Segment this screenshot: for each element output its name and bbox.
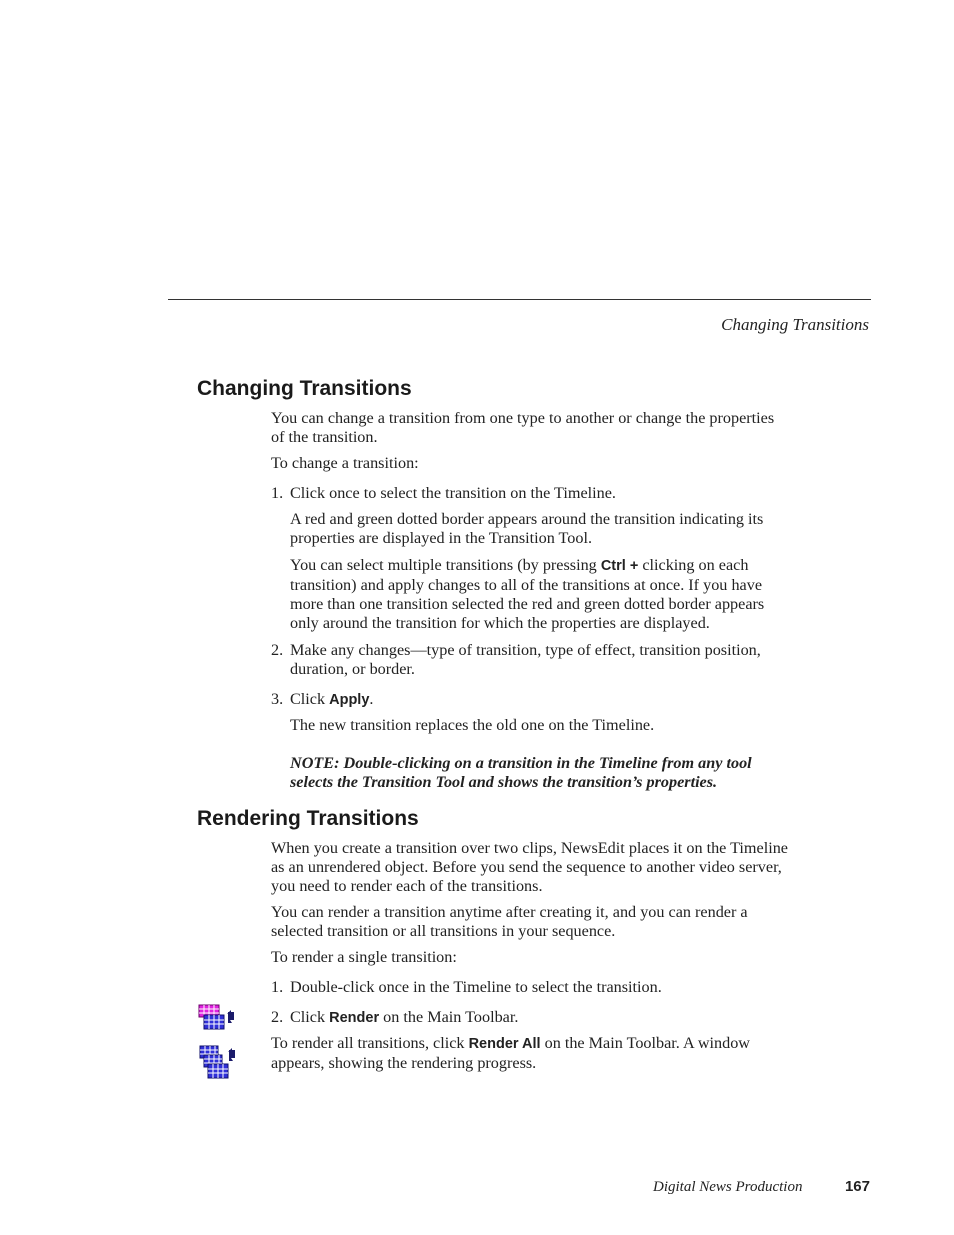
text-line: properties are displayed in the Transition Tool. [290,529,593,547]
render-all-icon [198,1044,238,1080]
page-number: 167 [844,1178,870,1195]
render-label: Render [329,1010,380,1026]
section-title-rendering: Rendering Transitions [197,807,419,830]
step-text: Double-click once in the Timeline to select the transition. [290,978,662,996]
running-head: Changing Transitions [721,315,869,334]
apply-label: Apply [329,692,370,708]
text-line: selected transition or all transitions in your sequence. [271,922,616,940]
changing-step-3 [271,690,811,710]
text-run: Click [290,1008,330,1026]
text-run: To render all transitions, click [271,1034,469,1052]
text-line: appears, showing the rendering progress. [271,1054,537,1072]
text-run: . [369,690,374,708]
text-line: You can change a transition from one type to another or change the properties [271,409,775,427]
key-ctrl: Ctrl + [600,558,639,574]
text-line: only around the transition for which the properties are displayed. [290,614,710,632]
changing-lead: To change a transition: [271,454,419,472]
changing-step-3-result: The new transition replaces the old one on the Timeline. [290,716,655,734]
rendering-step-1 [271,978,811,997]
text-line: as an unrendered object. Before you send the sequence to another video server, [271,858,782,876]
text-line: of the transition. [271,428,378,446]
text-line: transition) and apply changes to all of the transitions at once. If you have [290,576,762,594]
text-run: on the Main Toolbar. [379,1008,519,1026]
changing-step-1-multi [290,556,815,633]
render-icon [198,1004,238,1032]
step-number: 3. [271,690,284,708]
text-line: you need to render each of the transitions. [271,877,543,895]
step-number: 1. [271,484,284,502]
step-text: duration, or border. [290,660,415,678]
note [290,754,810,792]
changing-step-1 [271,484,811,503]
rendering-para-2 [271,903,811,941]
changing-step-1-note [290,510,815,548]
text-line: selects the Transition Tool and shows the transition’s properties. [290,773,718,791]
text-run: You can select multiple transitions (by pressing [290,556,601,574]
step-text: Make any changes—type of transition, type of effect, transition position, [290,641,761,659]
text-line: more than one transition selected the red and green dotted border appears [290,595,765,613]
rendering-intro [271,839,811,896]
step-number: 2. [271,1008,284,1026]
footer-title: Digital News Production [653,1179,803,1195]
text-line: When you create a transition over two clips, NewsEdit places it on the Timeline [271,839,788,857]
section-title-changing: Changing Transitions [197,377,412,400]
text-line: You can render a transition anytime after creating it, and you can render a [271,903,748,921]
text-run: clicking on each [638,556,749,574]
text-line: NOTE: Double-clicking on a transition in the Timeline from any tool [290,754,752,772]
step-number: 1. [271,978,284,996]
step-number: 2. [271,641,284,659]
text-run: on the Main Toolbar. A window [540,1034,750,1052]
changing-step-2 [271,641,811,679]
header-rule [168,299,871,300]
rendering-step-2 [271,1008,811,1028]
render-all-label: Render All [468,1036,541,1052]
render-all-para [271,1034,811,1073]
step-text: Click once to select the transition on the Timeline. [290,484,616,502]
changing-intro [271,409,811,447]
text-run: Click [290,690,330,708]
rendering-lead: To render a single transition: [271,948,457,966]
text-line: A red and green dotted border appears around the transition indicating its [290,510,764,528]
